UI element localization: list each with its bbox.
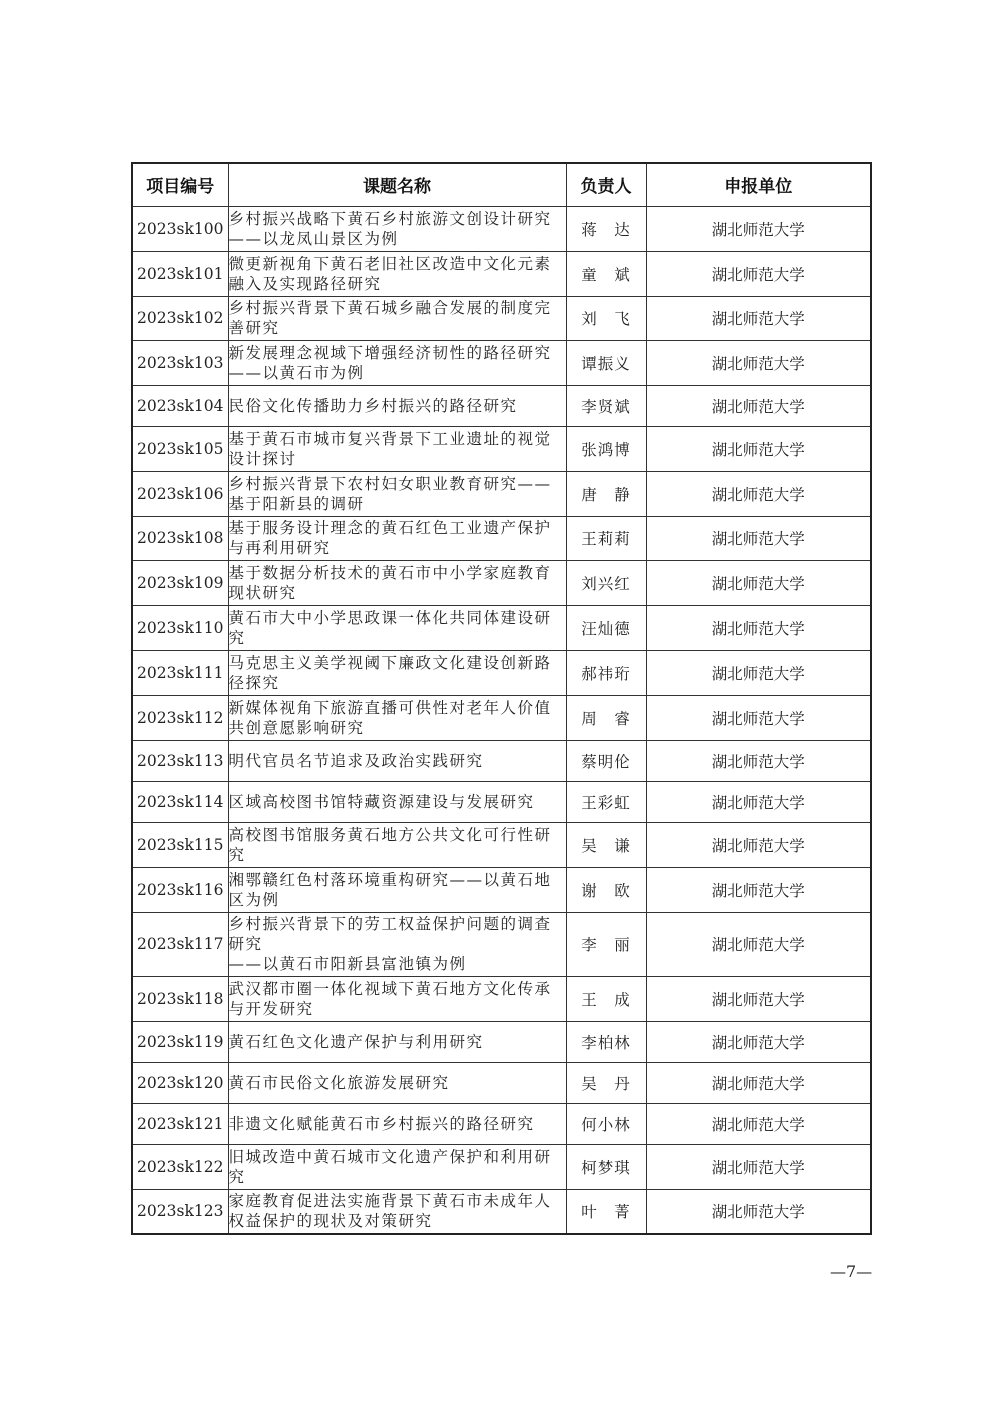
table-row [132,1144,871,1189]
project-code-cell: 2023sk117 [132,912,228,976]
topic-title-cell: 基于黄石市城市复兴背景下工业遗址的视觉设计探讨 [228,426,566,471]
topic-title-cell: 明代官员名节追求及政治实践研究 [228,740,566,781]
applicant-unit-cell: 湖北师范大学 [646,867,871,912]
table-header [132,163,871,206]
person-in-charge-cell: 蒋 达 [566,206,646,251]
applicant-unit-cell: 湖北师范大学 [646,695,871,740]
project-code-cell: 2023sk112 [132,695,228,740]
header-project-code: 项目编号 [132,163,228,206]
topic-title-cell: 乡村振兴背景下黄石城乡融合发展的制度完善研究 [228,296,566,340]
project-code-cell: 2023sk118 [132,976,228,1021]
person-in-charge-cell: 周 睿 [566,695,646,740]
person-in-charge-cell: 叶 菁 [566,1189,646,1234]
person-in-charge-cell: 谭振义 [566,340,646,385]
applicant-unit-cell: 湖北师范大学 [646,1144,871,1189]
table-row [132,605,871,650]
person-in-charge-cell: 王 成 [566,976,646,1021]
project-code-cell: 2023sk119 [132,1021,228,1062]
applicant-unit-cell: 湖北师范大学 [646,1189,871,1234]
table-row [132,426,871,471]
table-row [132,976,871,1021]
person-in-charge-cell: 谢 欧 [566,867,646,912]
applicant-unit-cell: 湖北师范大学 [646,1062,871,1103]
person-in-charge-cell: 何小林 [566,1103,646,1144]
topic-title-cell: 黄石市大中小学思政课一体化共同体建设研究 [228,605,566,650]
table-body [132,206,871,1234]
person-in-charge-cell: 吴 丹 [566,1062,646,1103]
topic-title-cell: 武汉都市圈一体化视域下黄石地方文化传承与开发研究 [228,976,566,1021]
topic-title-cell: 基于服务设计理念的黄石红色工业遗产保护与再利用研究 [228,516,566,560]
applicant-unit-cell: 湖北师范大学 [646,605,871,650]
person-in-charge-cell: 郝祎珩 [566,650,646,695]
project-code-cell: 2023sk116 [132,867,228,912]
table-row [132,650,871,695]
project-code-cell: 2023sk122 [132,1144,228,1189]
topic-title-cell: 新媒体视角下旅游直播可供性对老年人价值共创意愿影响研究 [228,695,566,740]
table-row [132,740,871,781]
project-code-cell: 2023sk114 [132,781,228,822]
person-in-charge-cell: 王彩虹 [566,781,646,822]
topic-title-cell: 基于数据分析技术的黄石市中小学家庭教育现状研究 [228,560,566,605]
project-code-cell: 2023sk108 [132,516,228,560]
person-in-charge-cell: 李柏林 [566,1021,646,1062]
applicant-unit-cell: 湖北师范大学 [646,206,871,251]
table-row [132,206,871,251]
applicant-unit-cell: 湖北师范大学 [646,1103,871,1144]
topic-title-cell: 区域高校图书馆特藏资源建设与发展研究 [228,781,566,822]
table-row [132,867,871,912]
applicant-unit-cell: 湖北师范大学 [646,296,871,340]
topic-title-cell: 民俗文化传播助力乡村振兴的路径研究 [228,385,566,426]
topic-title-cell: 乡村振兴战略下黄石乡村旅游文创设计研究——以龙凤山景区为例 [228,206,566,251]
header-row [132,163,871,206]
table-row [132,1189,871,1234]
applicant-unit-cell: 湖北师范大学 [646,426,871,471]
table-row [132,471,871,516]
applicant-unit-cell: 湖北师范大学 [646,251,871,296]
project-code-cell: 2023sk105 [132,426,228,471]
table-row [132,296,871,340]
topic-title-cell: 乡村振兴背景下的劳工权益保护问题的调查研究 ——以黄石市阳新县富池镇为例 [228,912,566,976]
project-code-cell: 2023sk103 [132,340,228,385]
applicant-unit-cell: 湖北师范大学 [646,781,871,822]
applicant-unit-cell: 湖北师范大学 [646,650,871,695]
project-code-cell: 2023sk115 [132,822,228,867]
topic-title-cell: 乡村振兴背景下农村妇女职业教育研究——基于阳新县的调研 [228,471,566,516]
table-row [132,1021,871,1062]
person-in-charge-cell: 柯梦琪 [566,1144,646,1189]
project-table [131,162,872,1235]
applicant-unit-cell: 湖北师范大学 [646,822,871,867]
topic-title-cell: 家庭教育促进法实施背景下黄石市未成年人权益保护的现状及对策研究 [228,1189,566,1234]
person-in-charge-cell: 唐 静 [566,471,646,516]
header-person-in-charge: 负责人 [566,163,646,206]
project-code-cell: 2023sk110 [132,605,228,650]
table-row [132,385,871,426]
table-row [132,822,871,867]
topic-title-cell: 黄石市民俗文化旅游发展研究 [228,1062,566,1103]
table-row [132,251,871,296]
person-in-charge-cell: 吴 谦 [566,822,646,867]
topic-title-cell: 黄石红色文化遗产保护与利用研究 [228,1021,566,1062]
person-in-charge-cell: 张鸿博 [566,426,646,471]
table-row [132,560,871,605]
person-in-charge-cell: 李贤斌 [566,385,646,426]
table-row [132,1103,871,1144]
project-code-cell: 2023sk104 [132,385,228,426]
person-in-charge-cell: 刘兴红 [566,560,646,605]
applicant-unit-cell: 湖北师范大学 [646,516,871,560]
project-code-cell: 2023sk102 [132,296,228,340]
table-row [132,695,871,740]
topic-title-cell: 旧城改造中黄石城市文化遗产保护和利用研究 [228,1144,566,1189]
topic-title-cell: 非遗文化赋能黄石市乡村振兴的路径研究 [228,1103,566,1144]
topic-title-cell: 微更新视角下黄石老旧社区改造中文化元素融入及实现路径研究 [228,251,566,296]
person-in-charge-cell: 李 丽 [566,912,646,976]
person-in-charge-cell: 蔡明伦 [566,740,646,781]
applicant-unit-cell: 湖北师范大学 [646,912,871,976]
topic-title-cell: 湘鄂赣红色村落环境重构研究——以黄石地区为例 [228,867,566,912]
project-code-cell: 2023sk109 [132,560,228,605]
topic-title-cell: 新发展理念视域下增强经济韧性的路径研究——以黄石市为例 [228,340,566,385]
project-code-cell: 2023sk121 [132,1103,228,1144]
project-code-cell: 2023sk106 [132,471,228,516]
applicant-unit-cell: 湖北师范大学 [646,385,871,426]
person-in-charge-cell: 汪灿德 [566,605,646,650]
project-code-cell: 2023sk123 [132,1189,228,1234]
applicant-unit-cell: 湖北师范大学 [646,976,871,1021]
topic-title-cell: 马克思主义美学视阈下廉政文化建设创新路径探究 [228,650,566,695]
applicant-unit-cell: 湖北师范大学 [646,340,871,385]
header-applicant-unit: 申报单位 [646,163,871,206]
project-code-cell: 2023sk113 [132,740,228,781]
project-code-cell: 2023sk111 [132,650,228,695]
applicant-unit-cell: 湖北师范大学 [646,560,871,605]
project-code-cell: 2023sk100 [132,206,228,251]
page-number: —7— [830,1262,873,1281]
header-topic-name: 课题名称 [228,163,566,206]
applicant-unit-cell: 湖北师范大学 [646,740,871,781]
applicant-unit-cell: 湖北师范大学 [646,471,871,516]
table-row [132,340,871,385]
person-in-charge-cell: 刘 飞 [566,296,646,340]
table-row [132,1062,871,1103]
topic-title-cell: 高校图书馆服务黄石地方公共文化可行性研究 [228,822,566,867]
applicant-unit-cell: 湖北师范大学 [646,1021,871,1062]
project-code-cell: 2023sk101 [132,251,228,296]
table-row [132,781,871,822]
person-in-charge-cell: 王莉莉 [566,516,646,560]
table-row [132,516,871,560]
project-code-cell: 2023sk120 [132,1062,228,1103]
person-in-charge-cell: 童 斌 [566,251,646,296]
table-row [132,912,871,976]
